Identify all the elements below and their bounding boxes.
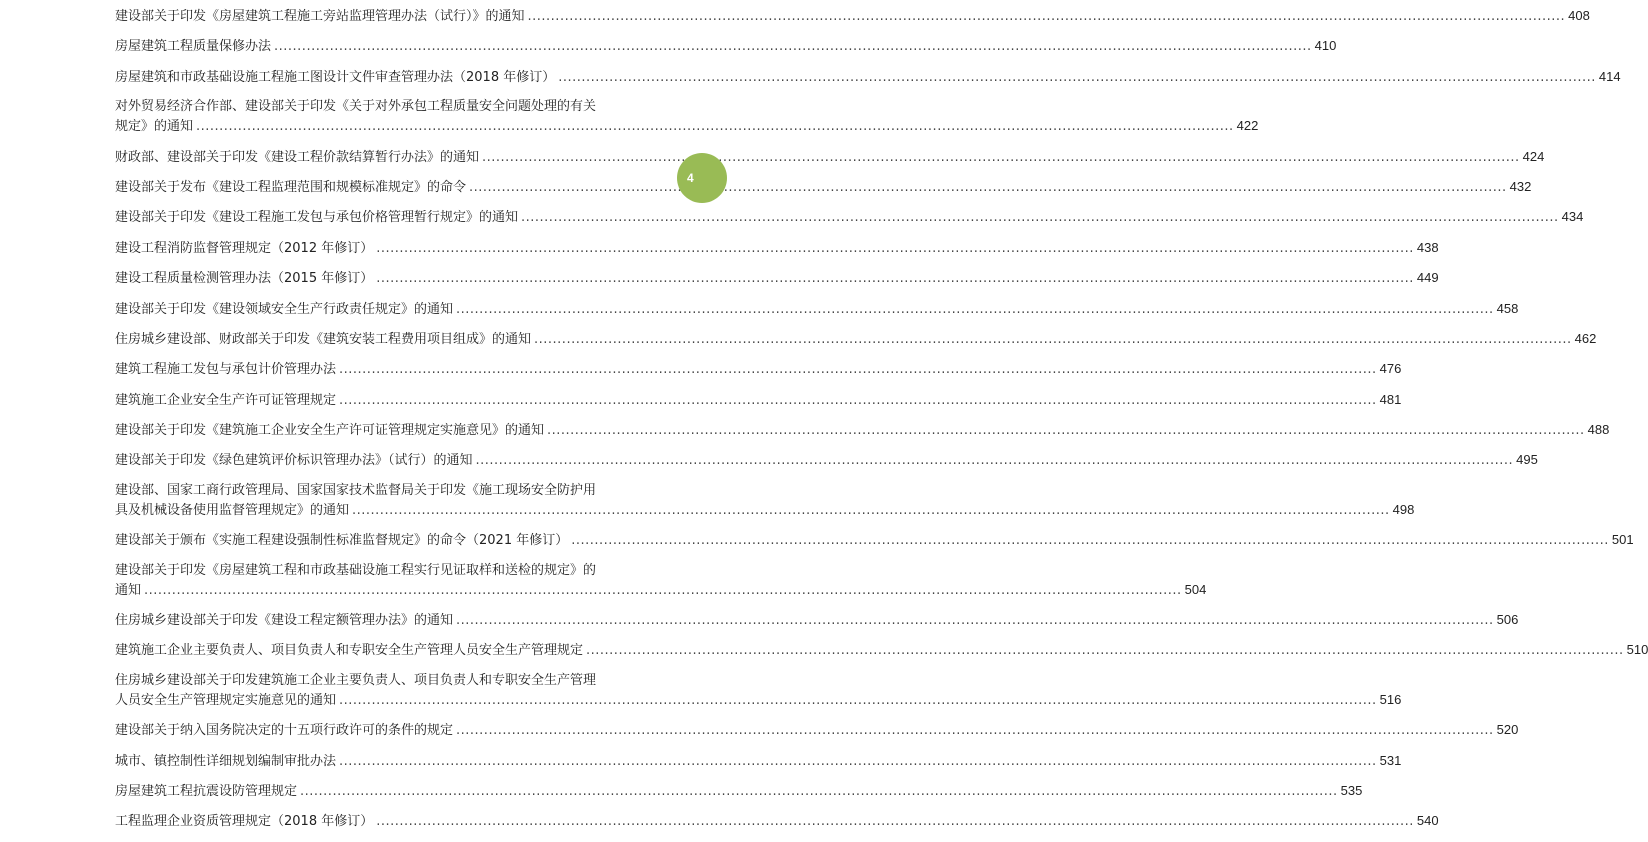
toc-entry[interactable] xyxy=(115,720,1519,740)
toc-entry-page-number: 422 xyxy=(1236,118,1259,134)
dot-leader xyxy=(352,501,1390,520)
toc-entry-line xyxy=(115,390,1402,410)
toc-entry-page-number: 506 xyxy=(1496,612,1519,628)
toc-entry-title: 建设部关于印发《建筑施工企业安全生产许可证管理规定实施意见》的通知 xyxy=(115,423,545,439)
toc-entry[interactable] xyxy=(115,268,1439,288)
toc-entry-line xyxy=(115,36,1337,56)
toc-entry-title: 工程监理企业资质管理规定（2018 年修订） xyxy=(115,814,374,830)
dot-leader xyxy=(456,300,1494,319)
dot-leader xyxy=(571,531,1609,550)
dot-leader xyxy=(534,330,1572,349)
toc-entry-page-number: 535 xyxy=(1340,782,1363,798)
toc-entry-line xyxy=(115,781,1363,801)
toc-entry-title: 建设部关于发布《建设工程监理范围和规模标准规定》的命令 xyxy=(115,179,467,195)
toc-entry[interactable] xyxy=(115,207,1584,227)
toc-entry-title-line1: 对外贸易经济合作部、建设部关于印发《关于对外承包工程质量安全问题处理的有关 xyxy=(115,99,597,115)
toc-entry[interactable] xyxy=(115,390,1402,410)
toc-entry[interactable] xyxy=(115,177,1532,197)
toc-entry-page-number: 434 xyxy=(1561,209,1584,225)
toc-entry[interactable] xyxy=(115,530,1634,550)
toc-entry-line xyxy=(115,530,1634,550)
toc-entry-page-number: 462 xyxy=(1574,330,1597,346)
dot-leader xyxy=(558,68,1596,87)
toc-entry-page-number: 438 xyxy=(1416,239,1439,255)
toc-entry-title: 住房城乡建设部、财政部关于印发《建筑安装工程费用项目组成》的通知 xyxy=(115,331,532,347)
dot-leader xyxy=(339,360,1377,379)
toc-entry-line xyxy=(115,67,1621,87)
dot-leader xyxy=(144,581,1182,600)
toc-entry-line xyxy=(115,610,1519,630)
toc-entry[interactable] xyxy=(115,36,1337,56)
toc-entry-line xyxy=(115,238,1439,258)
toc-entry-line xyxy=(115,450,1538,470)
toc-entry-line xyxy=(115,751,1402,771)
toc-entry-title: 房屋建筑工程质量保修办法 xyxy=(115,39,272,55)
dot-leader xyxy=(482,148,1520,167)
toc-entry-title: 人员安全生产管理规定实施意见的通知 xyxy=(115,692,337,708)
toc-entry-line xyxy=(115,207,1584,227)
toc-entry-title: 建筑工程施工发包与承包计价管理办法 xyxy=(115,362,337,378)
toc-entry-title: 建设部关于印发《房屋建筑工程施工旁站监理管理办法（试行）》的通知 xyxy=(115,9,525,24)
toc-entry[interactable] xyxy=(115,671,1402,710)
dot-leader xyxy=(274,37,1312,56)
toc-entry-page-number: 520 xyxy=(1496,722,1519,738)
table-of-contents xyxy=(115,6,1648,842)
toc-entry-line xyxy=(115,690,1402,710)
toc-entry-title: 城市、镇控制性详细规划编制审批办法 xyxy=(115,753,337,769)
toc-entry[interactable] xyxy=(115,420,1610,440)
toc-entry-title: 规定》的通知 xyxy=(115,119,194,135)
chapter-badge-number: 4 xyxy=(687,171,694,185)
toc-entry[interactable] xyxy=(115,811,1439,831)
toc-entry-title: 建筑施工企业安全生产许可证管理规定 xyxy=(115,392,337,408)
toc-entry[interactable] xyxy=(115,610,1519,630)
toc-entry[interactable] xyxy=(115,329,1597,349)
toc-entry-page-number: 414 xyxy=(1598,68,1621,84)
toc-entry-line xyxy=(115,811,1439,831)
toc-entry-title: 建设部关于印发《建设工程施工发包与承包价格管理暂行规定》的通知 xyxy=(115,210,519,226)
toc-entry[interactable] xyxy=(115,481,1415,520)
dot-leader xyxy=(376,269,1414,288)
toc-entry-title: 住房城乡建设部关于印发《建设工程定额管理办法》的通知 xyxy=(115,613,454,629)
dot-leader xyxy=(528,7,1566,26)
toc-entry[interactable] xyxy=(115,238,1439,258)
toc-entry-line xyxy=(115,580,1207,600)
toc-entry-page-number: 432 xyxy=(1509,178,1532,194)
toc-entry-page-number: 498 xyxy=(1392,501,1415,517)
toc-entry-title: 建设部关于印发《绿色建筑评价标识管理办法》（试行）的通知 xyxy=(115,453,473,469)
dot-leader xyxy=(469,178,1507,197)
toc-entry-page-number: 410 xyxy=(1314,38,1337,54)
toc-entry-line xyxy=(115,6,1590,26)
toc-entry-line xyxy=(115,359,1402,379)
toc-entry-page-number: 531 xyxy=(1379,752,1402,768)
toc-entry[interactable] xyxy=(115,67,1621,87)
toc-entry-title: 建设部关于颁布《实施工程建设强制性标准监督规定》的命令（2021 年修订） xyxy=(115,533,569,549)
dot-leader xyxy=(196,117,1234,136)
toc-entry-title: 财政部、建设部关于印发《建设工程价款结算暂行办法》的通知 xyxy=(115,149,480,165)
toc-entry-page-number: 495 xyxy=(1516,452,1538,468)
dot-leader xyxy=(476,451,1514,470)
toc-entry-page-number: 408 xyxy=(1568,8,1590,23)
toc-entry-line xyxy=(115,147,1545,167)
toc-entry-line xyxy=(115,299,1519,319)
toc-entry-page-number: 458 xyxy=(1496,300,1519,316)
dot-leader xyxy=(456,611,1494,630)
toc-entry-line xyxy=(115,500,1415,520)
toc-entry[interactable] xyxy=(115,97,1259,136)
toc-entry-line xyxy=(115,640,1648,660)
toc-entry-page-number: 516 xyxy=(1379,691,1402,707)
toc-entry-title: 建设工程消防监督管理规定（2012 年修订） xyxy=(115,240,374,256)
toc-entry-title: 房屋建筑工程抗震设防管理规定 xyxy=(115,783,298,799)
toc-entry-page-number: 481 xyxy=(1379,391,1402,407)
toc-entry[interactable] xyxy=(115,751,1402,771)
dot-leader xyxy=(339,752,1377,771)
toc-entry-page-number: 510 xyxy=(1626,642,1648,658)
toc-entry-title-line1: 建设部关于印发《房屋建筑工程和市政基础设施工程实行见证取样和送检的规定》的 xyxy=(115,562,597,578)
toc-entry[interactable] xyxy=(115,6,1590,26)
toc-entry-line xyxy=(115,116,1259,136)
dot-leader xyxy=(376,812,1414,831)
toc-entry-page-number: 424 xyxy=(1522,148,1545,164)
dot-leader xyxy=(339,391,1377,410)
dot-leader xyxy=(521,208,1559,227)
toc-entry[interactable] xyxy=(115,450,1538,470)
dot-leader xyxy=(547,421,1585,440)
toc-entry-page-number: 449 xyxy=(1416,270,1439,286)
toc-entry[interactable] xyxy=(115,561,1207,600)
toc-entry-title: 建设工程质量检测管理办法（2015 年修订） xyxy=(115,271,374,287)
toc-entry[interactable] xyxy=(115,640,1648,660)
toc-entry-title: 通知 xyxy=(115,582,142,598)
toc-entry-page-number: 488 xyxy=(1587,422,1610,438)
toc-entry[interactable] xyxy=(115,147,1545,167)
toc-entry-page-number: 504 xyxy=(1184,581,1207,597)
toc-entry-line xyxy=(115,420,1610,440)
toc-entry-title-line1: 住房城乡建设部关于印发建筑施工企业主要负责人、项目负责人和专职安全生产管理 xyxy=(115,672,597,688)
toc-entry-line xyxy=(115,177,1532,197)
toc-entry-page-number: 476 xyxy=(1379,361,1402,377)
toc-entry[interactable] xyxy=(115,359,1402,379)
toc-entry-title: 具及机械设备使用监督管理规定》的通知 xyxy=(115,502,350,518)
dot-leader xyxy=(376,239,1414,258)
dot-leader xyxy=(300,782,1338,801)
toc-entry[interactable] xyxy=(115,781,1363,801)
dot-leader xyxy=(339,691,1377,710)
toc-entry-title: 建筑施工企业主要负责人、项目负责人和专职安全生产管理人员安全生产管理规定 xyxy=(115,643,584,659)
toc-entry-page-number: 540 xyxy=(1416,813,1439,829)
chapter-badge xyxy=(677,153,727,203)
toc-entry-line xyxy=(115,720,1519,740)
toc-entry[interactable] xyxy=(115,299,1519,319)
toc-entry-title: 建设部关于纳入国务院决定的十五项行政许可的条件的规定 xyxy=(115,723,454,739)
dot-leader xyxy=(456,721,1494,740)
toc-entry-page-number: 501 xyxy=(1611,532,1634,548)
toc-entry-line xyxy=(115,329,1597,349)
toc-entry-title: 建设部关于印发《建设领域安全生产行政责任规定》的通知 xyxy=(115,301,454,317)
toc-entry-title-line1: 建设部、国家工商行政管理局、国家国家技术监督局关于印发《施工现场安全防护用 xyxy=(115,482,597,498)
dot-leader xyxy=(586,641,1624,660)
toc-entry-line xyxy=(115,268,1439,288)
toc-entry-title: 房屋建筑和市政基础设施工程施工图设计文件审查管理办法（2018 年修订） xyxy=(115,69,556,85)
